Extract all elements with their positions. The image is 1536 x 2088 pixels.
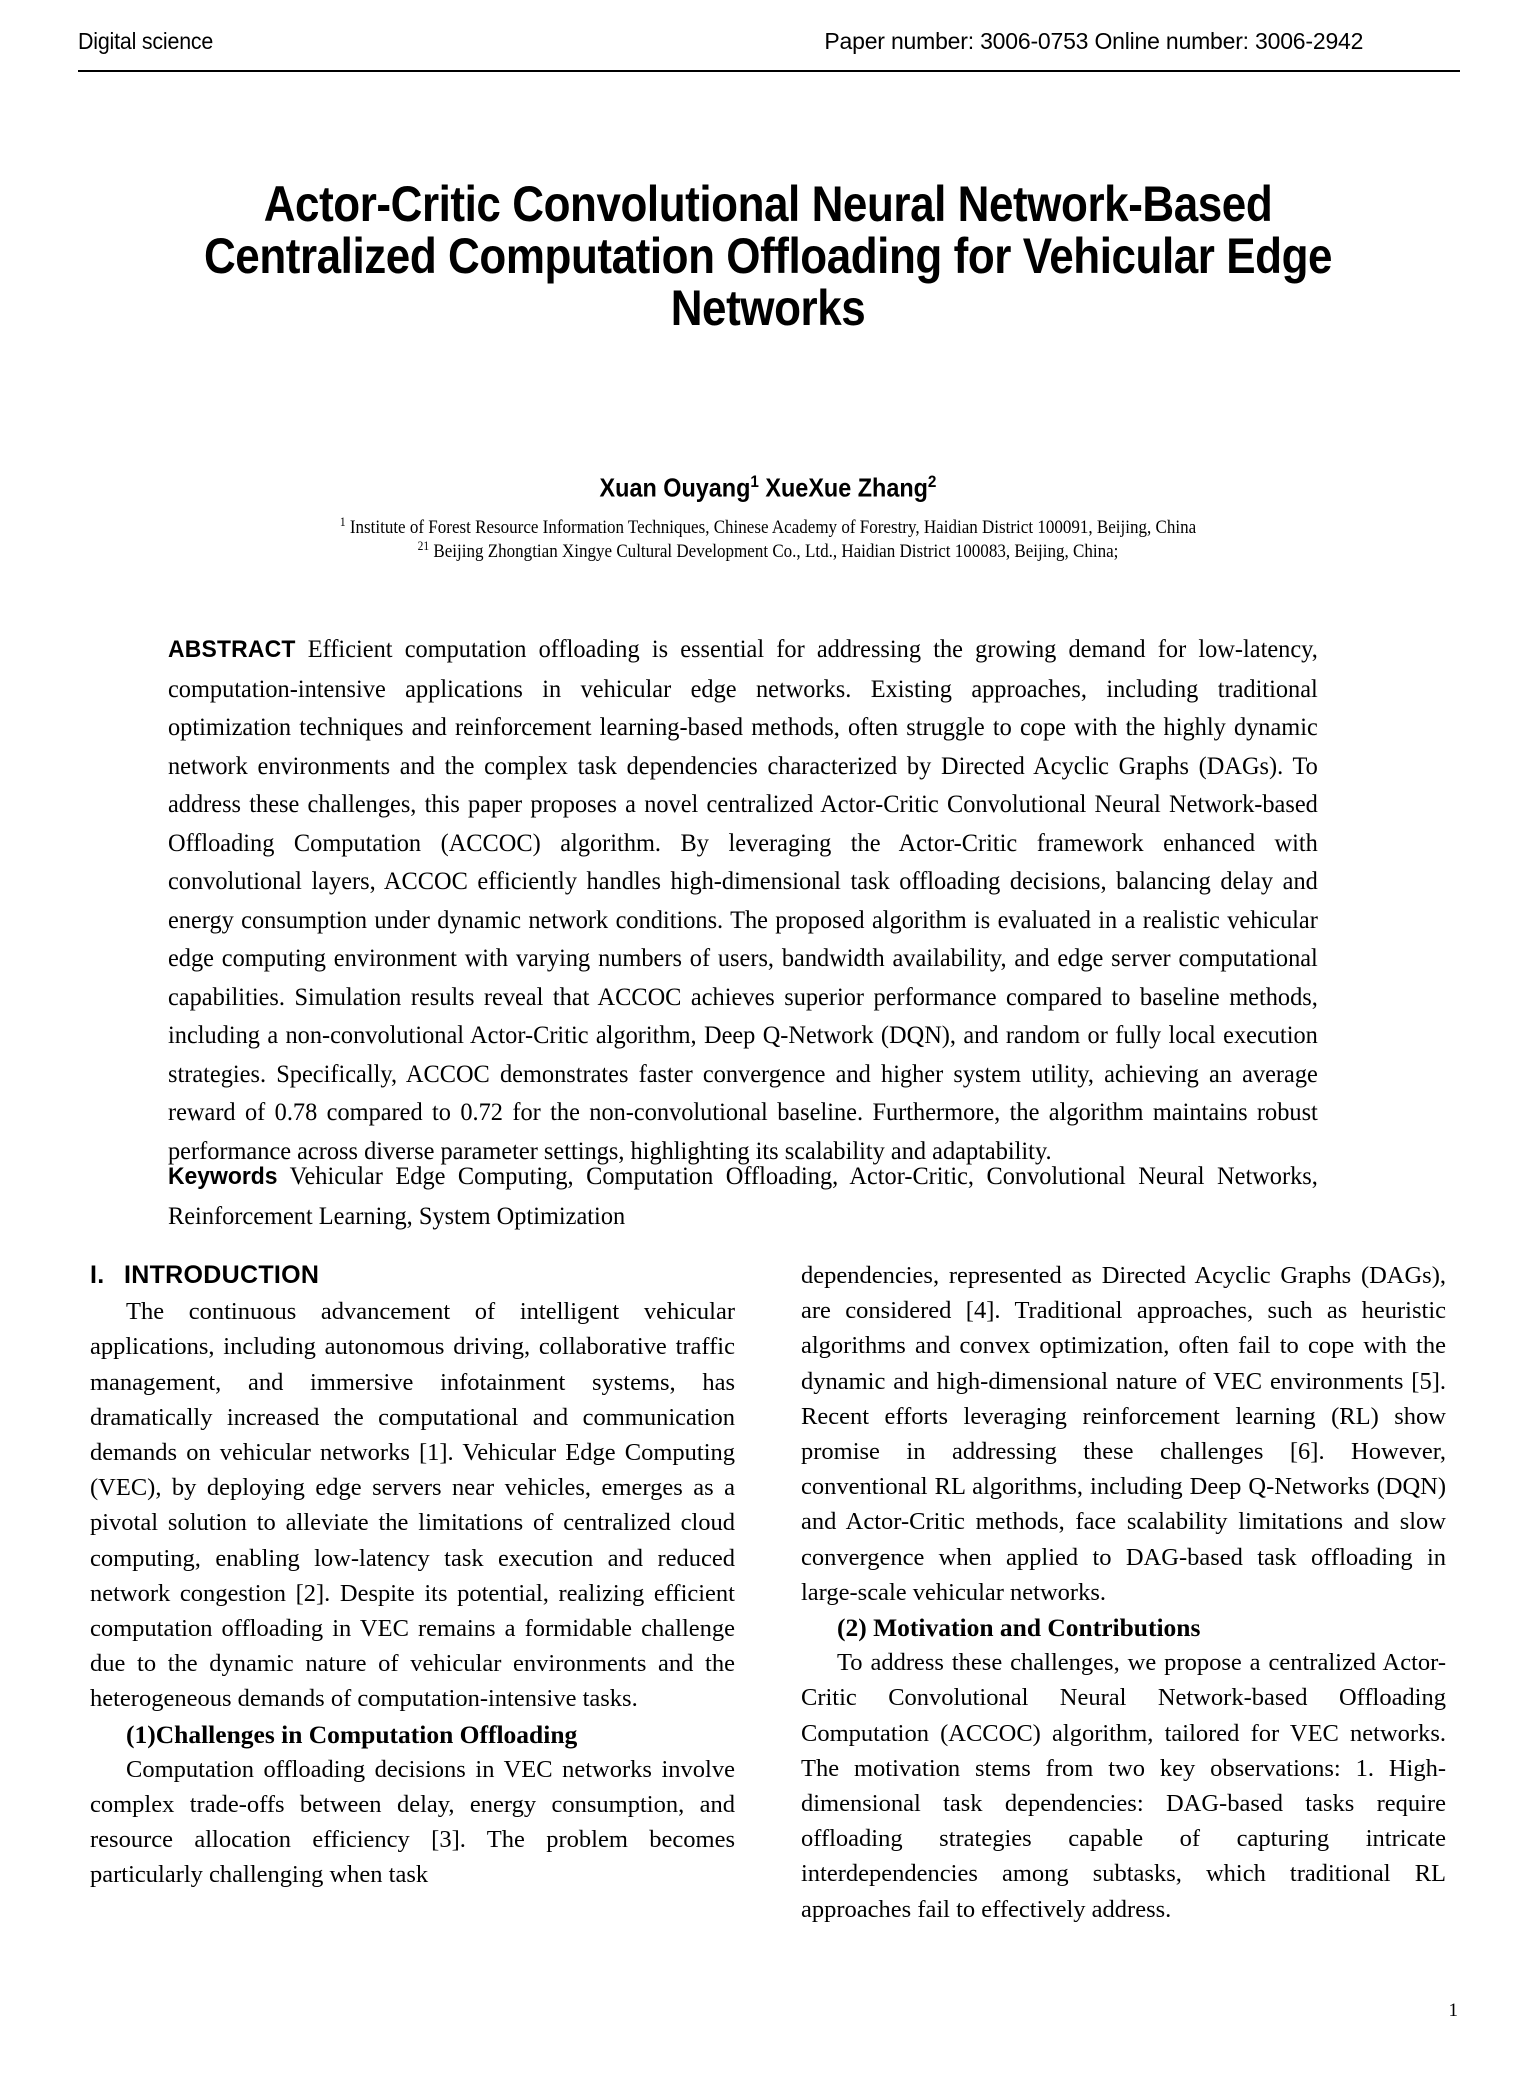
- author-name-1: Xuan Ouyang: [599, 472, 751, 503]
- affiliation-text-1: Institute of Forest Resource Information Techniques, Chinese Academy of Forestry, Haidian District 100091, Beijing, China: [349, 518, 1197, 539]
- author-name-2: XueXue Zhang: [765, 472, 928, 503]
- subsection-heading-motivation: (2) Motivation and Contributions: [837, 1613, 1201, 1643]
- author-sup-1: 1: [750, 472, 759, 491]
- abstract-label: ABSTRACT: [168, 636, 296, 663]
- page-number: 1: [1448, 2000, 1458, 2021]
- subsection-heading-challenges: (1)Challenges in Computation Offloading: [126, 1719, 578, 1749]
- section-title: INTRODUCTION: [124, 1261, 320, 1289]
- affiliation-marker-1: 1: [339, 515, 346, 529]
- affiliation-2: [172, 534, 1364, 564]
- header-divider: [78, 70, 1460, 72]
- author-sup-2: 2: [927, 472, 937, 491]
- keywords-section: [168, 1157, 1318, 1235]
- right-column: [801, 1258, 1446, 1927]
- journal-name: Digital science: [78, 28, 214, 54]
- running-header: [78, 28, 1363, 55]
- page-title: Actor-Critic Convolutional Neural Network-Based Centralized Computation Offloading for Vehicular Edge Networks: [203, 176, 1333, 336]
- paper-number-line: Paper number: 3006-0753 Online number: 3006-2942: [824, 28, 1364, 54]
- keywords-label: Keywords: [168, 1163, 278, 1190]
- keywords-body: Vehicular Edge Computing, Computation Offloading, Actor-Critic, Convolutional Neural Networks, Reinforcement Learning, System Optimization: [168, 1161, 1318, 1230]
- left-column: [90, 1258, 735, 1927]
- affiliation-marker-2: 21: [417, 539, 430, 553]
- paragraph: The continuous advancement of intelligent vehicular applications, including autonomous driving, collaborative traffic management, and immersive infotainment systems, has dramatically increased the computational and communication demands on vehicular networks [1]. Vehicular Edge Computing (VEC), by deploying edge servers near vehicles, emerges as a pivotal solution to alleviate the limitations of centralized cloud computing, enabling low-latency task execution and reduced network congestion [2]. Despite its potential, realizing efficient computation offloading in VEC remains a formidable challenge due to the dynamic nature of vehicular environments and the heterogeneous demands of computation-intensive tasks.: [90, 1298, 735, 1713]
- author-list: [185, 472, 1351, 504]
- section-numeral: I.: [90, 1261, 105, 1289]
- abstract-body: Efficient computation offloading is essential for addressing the growing demand for low-latency, computation-intensive applications in vehicular edge networks. Existing approaches, including traditional optimization techniques and reinforcement learning-based methods, often struggle to cope with the highly dynamic network environments and the complex task dependencies characterized by Directed Acyclic Graphs (DAGs). To address these challenges, this paper proposes a novel centralized Actor-Critic Convolutional Neural Network-based Offloading Computation (ACCOC) algorithm. By leveraging the Actor-Critic framework enhanced with convolutional layers, ACCOC efficiently handles high-dimensional task offloading decisions, balancing delay and energy consumption under dynamic network conditions. The proposed algorithm is evaluated in a realistic vehicular edge computing environment with varying numbers of users, bandwidth availability, and edge server computational capabilities. Simulation results reveal that ACCOC achieves superior performance compared to baseline methods, including a non-convolutional Actor-Critic algorithm, Deep Q-Network (DQN), and random or fully local execution strategies. Specifically, ACCOC demonstrates faster convergence and higher system utility, achieving an average reward of 0.78 compared to 0.72 for the non-convolutional baseline. Furthermore, the algorithm maintains robust performance across diverse parameter settings, highlighting its scalability and adaptability.: [168, 634, 1318, 1165]
- affiliation-text-2: Beijing Zhongtian Xingye Cultural Development Co., Ltd., Haidian District 100083, Beijing, China;: [433, 542, 1119, 563]
- abstract-section: [168, 630, 1318, 1170]
- paragraph: Computation offloading decisions in VEC networks involve complex trade-offs between delay, energy consumption, and resource allocation efficiency [3]. The problem becomes particularly challenging when task: [90, 1755, 735, 1889]
- paragraph: To address these challenges, we propose a centralized Actor-Critic Convolutional Neural Network-based Offloading Computation (ACCOC) algorithm, tailored for VEC networks. The motivation stems from two key observations: 1. High-dimensional task dependencies: DAG-based tasks require offloading strategies capable of capturing intricate interdependencies among subtasks, which traditional RL approaches fail to effectively address.: [801, 1649, 1446, 1923]
- paragraph: dependencies, represented as Directed Acyclic Graphs (DAGs), are considered [4]. Traditional approaches, such as heuristic algorithms and convex optimization, often fail to cope with the dynamic and high-dimensional nature of VEC environments [5]. Recent efforts leveraging reinforcement learning (RL) show promise in addressing these challenges [6]. However, conventional RL algorithms, including Deep Q-Networks (DQN) and Actor-Critic methods, face scalability limitations and slow convergence when applied to DAG-based task offloading in large-scale vehicular networks.: [801, 1262, 1446, 1606]
- body-columns: [90, 1258, 1446, 1927]
- section-heading-introduction: [90, 1258, 735, 1293]
